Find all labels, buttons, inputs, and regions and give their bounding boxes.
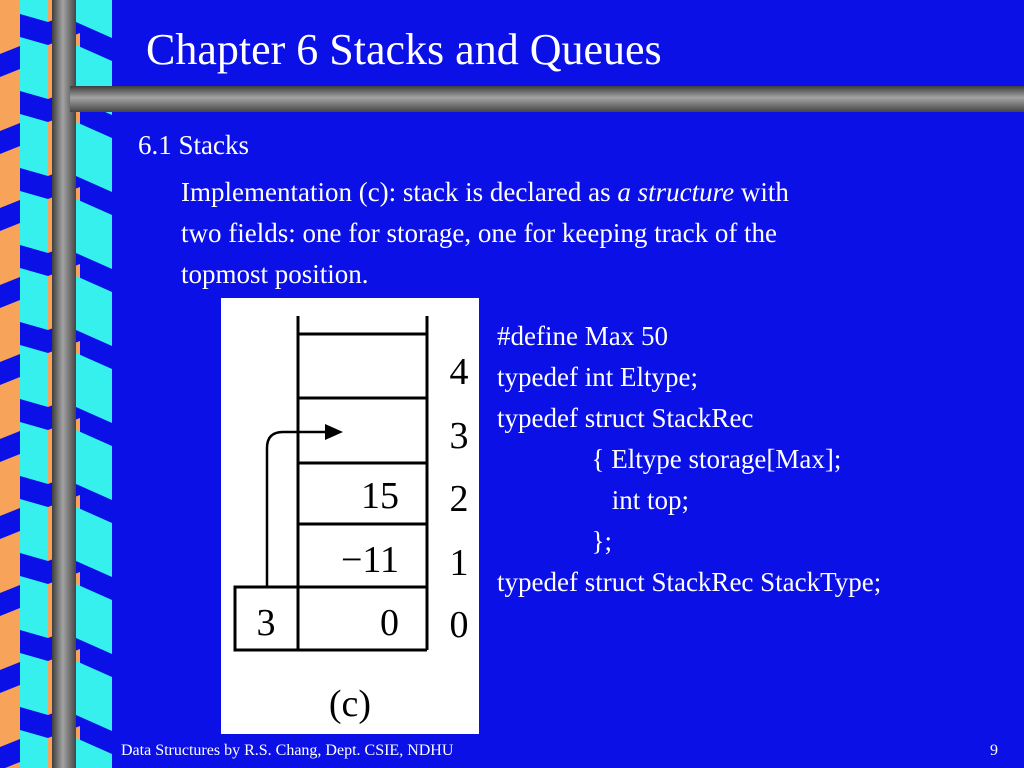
emphasis-text: a structure <box>617 177 735 207</box>
ribbon-segment <box>0 146 20 208</box>
code-line: }; <box>497 526 612 556</box>
footer-credit: Data Structures by R.S. Chang, Dept. CSIE, NDHU <box>121 742 454 759</box>
ribbon-segment <box>20 268 48 330</box>
ribbon-segment <box>20 653 48 715</box>
stack-index-2: 2 <box>449 478 469 520</box>
ribbon-segment <box>20 499 48 561</box>
ribbon-segment <box>76 353 112 423</box>
ribbon-segment <box>0 69 20 131</box>
code-line: typedef int Eltype; <box>497 362 698 392</box>
paragraph-text: Implementation (c): stack is declared as <box>181 177 618 207</box>
ribbon-segment <box>76 0 112 38</box>
code-line: int top; <box>497 485 690 515</box>
paragraph-line-1 <box>181 172 981 213</box>
stack-diagram <box>221 298 479 734</box>
stack-index-0: 0 <box>449 604 469 646</box>
description-paragraph <box>181 172 981 295</box>
ribbon-segment <box>0 0 20 54</box>
ribbon-segment <box>76 199 112 269</box>
paragraph-text: with <box>734 177 789 207</box>
ribbon-segment <box>76 430 112 500</box>
stack-index-3: 3 <box>449 415 469 457</box>
stack-index-1: 1 <box>449 542 469 584</box>
code-line: typedef struct StackRec StackType; <box>497 567 882 597</box>
ribbon-segment <box>20 191 48 253</box>
ribbon-segment <box>20 576 48 638</box>
page-number: 9 <box>990 742 998 759</box>
ribbon-segment <box>0 300 20 362</box>
ribbon-segment <box>76 738 112 768</box>
horizontal-bar <box>70 86 1024 112</box>
code-line: { Eltype storage[Max]; <box>497 444 842 474</box>
vertical-bar <box>52 0 76 768</box>
ribbon-segment <box>76 276 112 346</box>
ribbon-segment <box>0 454 20 516</box>
ribbon-segment <box>76 122 112 192</box>
stack-cell-0: 0 <box>380 602 399 644</box>
ribbon-segment <box>20 0 48 22</box>
stack-figure <box>221 298 479 734</box>
paragraph-line-3: topmost position. <box>181 259 369 289</box>
ribbon-segment <box>76 584 112 654</box>
code-line: typedef struct StackRec <box>497 403 754 433</box>
ribbon-segment <box>20 730 48 768</box>
top-value: 3 <box>256 602 276 644</box>
stack-cell-1: −11 <box>340 539 399 581</box>
arrow-head-icon <box>325 424 343 440</box>
ribbon-segment <box>76 661 112 731</box>
ribbon-segment <box>20 422 48 484</box>
code-block <box>497 316 881 603</box>
section-heading: 6.1 Stacks <box>138 130 249 160</box>
ribbon-segment <box>20 345 48 407</box>
paragraph-line-2: two fields: one for storage, one for keeping track of the <box>181 218 778 248</box>
ribbon-segment <box>20 114 48 176</box>
code-line: #define Max 50 <box>497 321 668 351</box>
ribbon-segment <box>0 377 20 439</box>
ribbon-segment <box>20 37 48 99</box>
ribbon-segment <box>0 223 20 285</box>
slide-title: Chapter 6 Stacks and Queues <box>146 25 662 74</box>
stack-index-4: 4 <box>449 351 469 393</box>
stack-cell-2: 15 <box>361 475 399 517</box>
figure-caption: (c) <box>328 683 372 725</box>
ribbon-segment <box>0 762 20 768</box>
ribbon-segment <box>76 507 112 577</box>
ribbon-segment <box>0 608 20 670</box>
ribbon-segment <box>0 685 20 747</box>
ribbon-segment <box>0 531 20 593</box>
